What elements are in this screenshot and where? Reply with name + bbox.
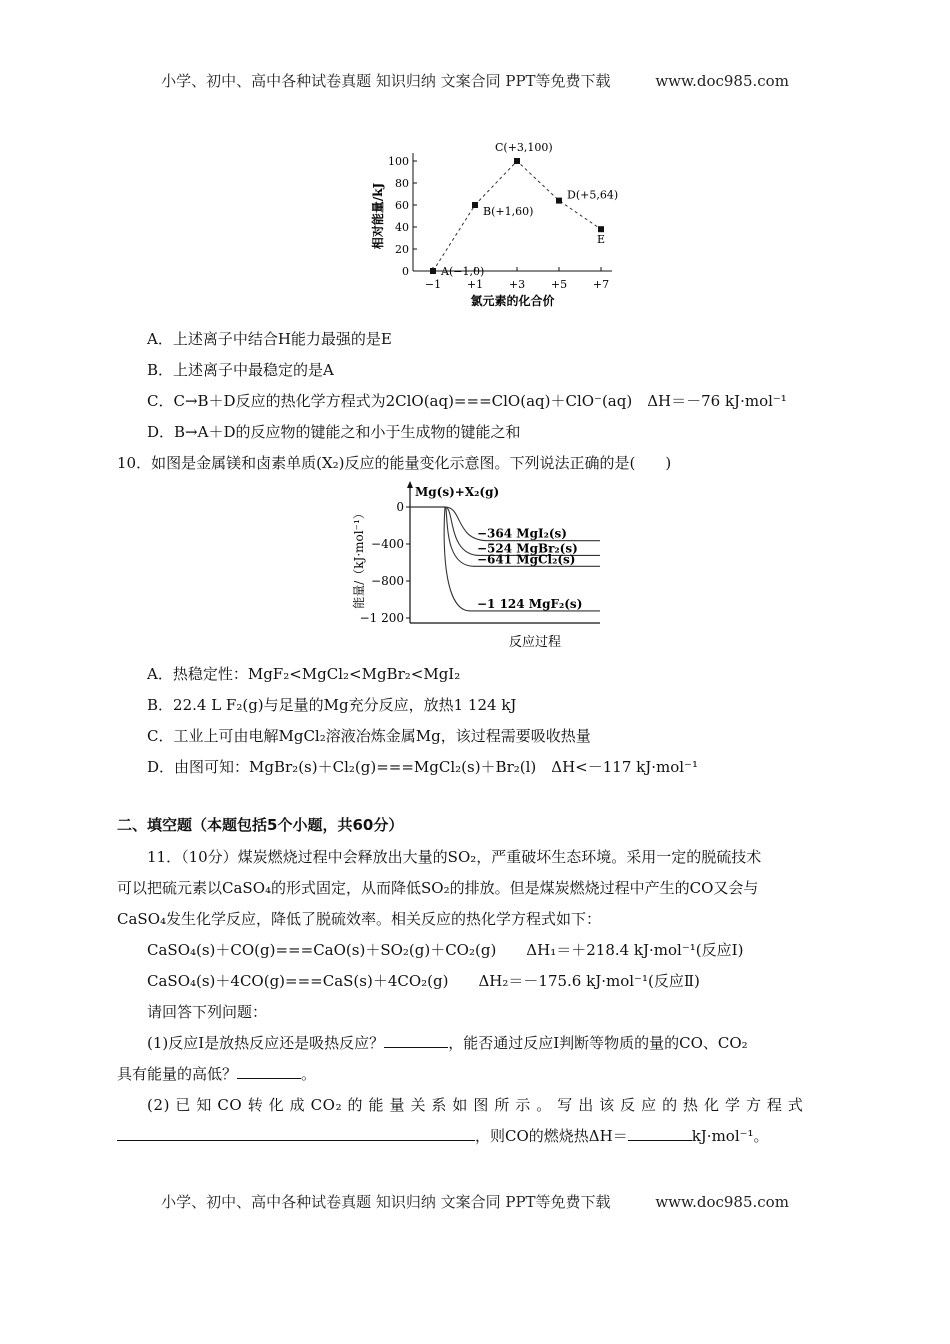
q11-subq-1-cont xyxy=(117,1063,316,1084)
q11-para-3: CaSO₄发生化学反应，降低了脱硫效率。相关反应的热化学方程式如下： xyxy=(117,910,602,928)
data-point-label: D(+5,64) xyxy=(567,188,619,202)
y-tick-label: 20 xyxy=(395,243,409,256)
x-tick-label: −1 xyxy=(424,278,442,291)
y-axis-arrow xyxy=(407,481,413,488)
q10-option-b: B．22.4 L F₂(g)与足量的Mg充分反应，放热1 124 kJ xyxy=(147,696,517,714)
product-label: −364 MgI₂(s) xyxy=(477,526,567,541)
answer-blank-combustion-heat[interactable] xyxy=(628,1126,692,1141)
q11-para-1: 11．（10分）煤炭燃烧过程中会释放出大量的SO₂，严重破坏生态环境。采用一定的脱硫技术 xyxy=(147,848,762,866)
footer-url: www.doc985.com xyxy=(655,1193,789,1211)
page-header xyxy=(0,70,950,91)
data-point-label: A(−1,0) xyxy=(441,265,485,278)
q11-subq-1 xyxy=(147,1032,748,1053)
answer-blank-exo-endo[interactable] xyxy=(384,1033,448,1048)
q11-subq-1-text-b: ，能否通过反应Ⅰ判断等物质的量的CO、CO₂ xyxy=(448,1034,748,1052)
q9-option-d: D．B→A＋D的反应物的键能之和小于生成物的键能之和 xyxy=(147,423,521,441)
q10-stem: 10．如图是金属镁和卤素单质(X₂)反应的能量变化示意图。下列说法正确的是( ) xyxy=(117,454,672,472)
q9-option-b: B．上述离子中最稳定的是A xyxy=(147,361,334,379)
section-title: 二、填空题（本题包括5个小题，共60分） xyxy=(117,816,404,834)
x-tick-label: +7 xyxy=(592,278,610,291)
q11-subq-1-text-d: 。 xyxy=(301,1065,317,1083)
header-url: www.doc985.com xyxy=(655,72,789,90)
data-point xyxy=(556,198,562,204)
data-point xyxy=(472,202,478,208)
q10-option-a: A．热稳定性：MgF₂<MgCl₂<MgBr₂<MgI₂ xyxy=(147,665,461,683)
y-tick-label: 0 xyxy=(402,265,409,278)
y-tick-label: 40 xyxy=(395,221,409,234)
x-axis-label: 反应过程 xyxy=(508,635,562,650)
x-axis-label: 氯元素的化合价 xyxy=(470,294,555,308)
data-point xyxy=(598,226,604,232)
q11-subq-1-text-c: 具有能量的高低？ xyxy=(117,1065,238,1083)
answer-blank-energy-compare[interactable] xyxy=(237,1064,301,1079)
page-footer xyxy=(0,1191,950,1212)
y-tick-label: −400 xyxy=(371,537,404,551)
q10-option-d: D．由图可知：MgBr₂(s)＋Cl₂(g)===MgCl₂(s)＋Br₂(l) ΔH<－117 kJ·mol⁻¹ xyxy=(147,758,698,776)
q11-subq-2-cont xyxy=(117,1125,769,1146)
data-point xyxy=(514,158,520,164)
y-tick-label: 60 xyxy=(395,199,409,212)
y-tick-label: 100 xyxy=(388,155,409,168)
y-tick-label: −800 xyxy=(371,574,404,588)
q11-subq-2: (2) 已 知 CO 转 化 成 CO₂ 的 能 量 关 系 如 图 所 示 。 写 出 该 反 应 的 热 化 学 方 程 式 xyxy=(147,1096,804,1114)
q9-option-c: C．C→B＋D反应的热化学方程式为2ClO(aq)===ClO(aq)＋ClO⁻(aq) ΔH＝－76 kJ·mol⁻¹ xyxy=(147,392,787,410)
data-point xyxy=(430,268,436,274)
x-tick-label: +5 xyxy=(550,278,568,291)
q11-subq-2-text-b: ，则CO的燃烧热ΔH＝ xyxy=(475,1127,628,1145)
y-axis-label: 相对能量/kJ xyxy=(371,182,385,250)
y-tick-label: 80 xyxy=(395,177,409,190)
data-point-label: C(+3,100) xyxy=(495,141,553,154)
y-axis-label: 能量/（kJ·mol⁻¹） xyxy=(352,507,366,609)
product-label: −524 MgBr₂(s) xyxy=(477,541,578,556)
product-label: −641 MgCl₂(s) xyxy=(477,552,576,567)
data-point-label: B(+1,60) xyxy=(483,205,534,218)
product-label: −1 124 MgF₂(s) xyxy=(477,596,583,611)
q11-subq-1-text-a: (1)反应Ⅰ是放热反应还是吸热反应？ xyxy=(147,1034,385,1052)
x-tick-label: +1 xyxy=(466,278,484,291)
footer-text: 小学、初中、高中各种试卷真题 知识归纳 文案合同 PPT等免费下载 xyxy=(161,1193,611,1211)
answer-blank-equation[interactable] xyxy=(117,1126,475,1141)
y-tick-label: 0 xyxy=(396,500,404,514)
q9-option-a: A．上述离子中结合H能力最强的是E xyxy=(147,330,392,348)
q11-para-2: 可以把硫元素以CaSO₄的形式固定，从而降低SO₂的排放。但是煤炭燃烧过程中产生的CO又会与 xyxy=(117,879,759,897)
q11-equation-1: CaSO₄(s)＋CO(g)===CaO(s)＋SO₂(g)＋CO₂(g) ΔH₁＝＋218.4 kJ·mol⁻¹(反应Ⅰ) xyxy=(147,941,744,959)
chlorine-energy-chart xyxy=(360,140,640,320)
q11-prompt: 请回答下列问题： xyxy=(147,1003,268,1021)
q11-subq-2-text-c: kJ·mol⁻¹。 xyxy=(691,1127,769,1145)
start-label: Mg(s)+X₂(g) xyxy=(415,485,500,499)
header-text: 小学、初中、高中各种试卷真题 知识归纳 文案合同 PPT等免费下载 xyxy=(161,72,611,90)
mg-halogen-energy-chart xyxy=(345,478,630,653)
q11-equation-2: CaSO₄(s)＋4CO(g)===CaS(s)＋4CO₂(g) ΔH₂＝－175.6 kJ·mol⁻¹(反应Ⅱ) xyxy=(147,972,700,990)
data-point-label: E xyxy=(597,233,606,247)
y-tick-label: −1 200 xyxy=(359,611,404,625)
x-tick-label: +3 xyxy=(508,278,526,291)
q10-option-c: C．工业上可由电解MgCl₂溶液冶炼金属Mg，该过程需要吸收热量 xyxy=(147,727,591,745)
